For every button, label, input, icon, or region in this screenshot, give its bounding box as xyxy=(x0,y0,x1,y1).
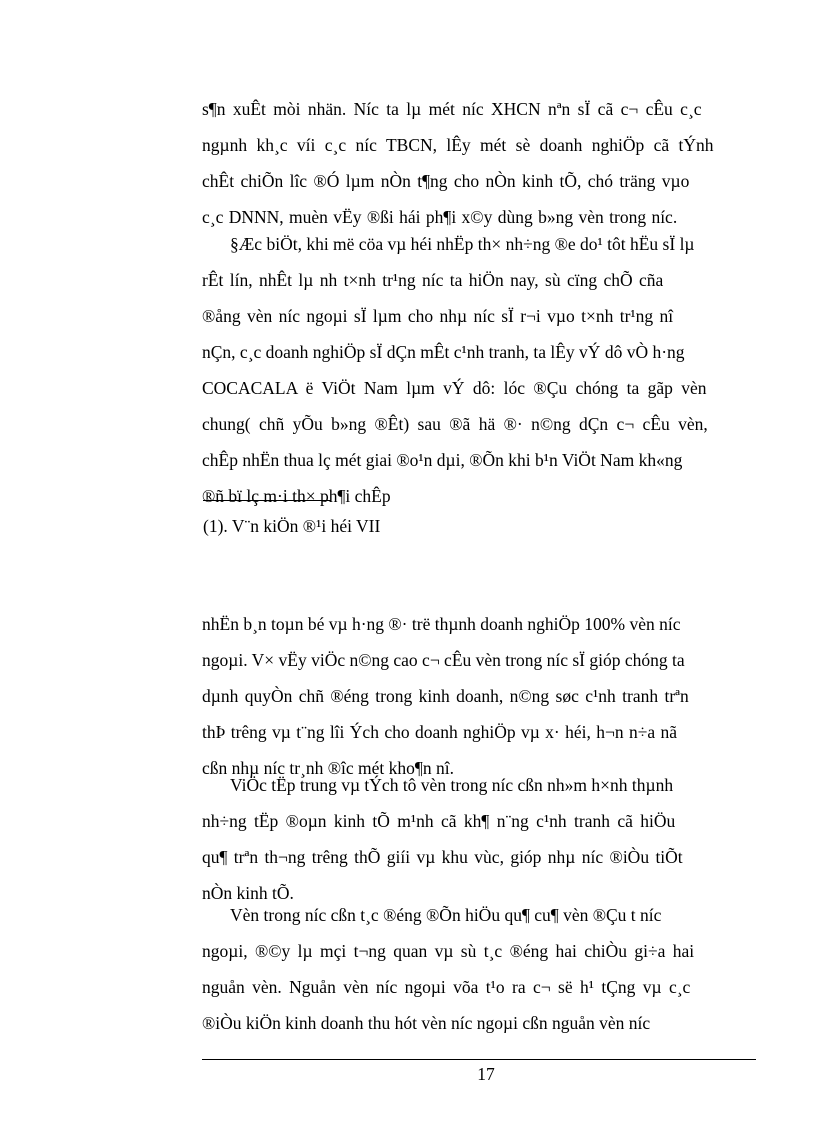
text-line: cßn nhµ níc tr¸nh ®îc mét kho¶n nî. xyxy=(202,758,454,778)
text-line: chung( chñ yÕu b»ng ®Êt) sau ®ã hä ®· n©ng dÇn c¬ cÊu vèn, xyxy=(202,414,708,434)
text-line: nguån vèn. Nguån vèn níc ngoµi võa t¹o ra c¬ së h¹ tÇng vµ c¸c xyxy=(202,977,691,997)
footnote-separator xyxy=(203,500,331,501)
text-line: ®ñ bï lç m·i th× ph¶i chÊp xyxy=(202,486,391,506)
text-line: thÞ trêng vµ t¨ng lîi Ých cho doanh nghiÖp vµ x· héi, h¬n n÷a nã xyxy=(202,722,678,742)
text-line: chÊt chiÕn lîc ®Ó lµm nÒn t¶ng cho nÒn kinh tÕ, chó träng vµo xyxy=(202,171,690,191)
text-line: ngµnh kh¸c víi c¸c níc TBCN, lÊy mét sè doanh nghiÖp cã tÝnh xyxy=(202,135,714,155)
text-line: Vèn trong níc cßn t¸c ®éng ®Õn hiÖu qu¶ cu¶ vèn ®Çu t níc xyxy=(230,905,662,925)
text-line: COCACALA ë ViÖt Nam lµm vÝ dô: lóc ®Çu chóng ta gãp vèn xyxy=(202,378,707,398)
page-number: 17 xyxy=(477,1064,495,1084)
paragraph-5 xyxy=(202,897,748,1041)
text-line: nhËn b¸n toµn bé vµ h·ng ®· trë thµnh doanh nghiÖp 100% vèn níc xyxy=(202,614,681,634)
text-line: qu¶ trªn th¬ng trêng thÕ giíi vµ khu vùc, gióp nhµ níc ®iÒu tiÕt xyxy=(202,847,683,867)
paragraph-3 xyxy=(202,606,748,786)
footnote: (1). V¨n kiÖn ®¹i héi VII xyxy=(203,516,381,536)
text-line: ngoµi, ®©y lµ mçi t¬ng quan vµ sù t¸c ®éng hai chiÒu gi÷a hai xyxy=(202,941,695,961)
text-line: nh÷ng tËp ®oµn kinh tÕ m¹nh cã kh¶ n¨ng c¹nh tranh cã hiÖu xyxy=(202,811,676,831)
text-line: nÇn, c¸c doanh nghiÖp sÏ dÇn mÊt c¹nh tranh, ta lÊy vÝ dô vÒ h·ng xyxy=(202,342,685,362)
text-line: chÊp nhËn thua lç mét giai ®o¹n dµi, ®Õn khi b¹n ViÖt Nam kh«ng xyxy=(202,450,683,470)
text-line: dµnh quyÒn chñ ®éng trong kinh doanh, n©ng søc c¹nh tranh trªn xyxy=(202,686,689,706)
text-line: nÒn kinh tÕ. xyxy=(202,883,294,903)
text-line: ngoµi. V× vËy viÖc n©ng cao c¬ cÊu vèn trong níc sÏ gióp chóng ta xyxy=(202,650,685,670)
text-line: s¶n xuÊt mòi nhän. Níc ta lµ mét níc XHCN nªn sÏ cã c¬ cÊu c¸c xyxy=(202,99,702,119)
text-line: ®iÒu kiÖn kinh doanh thu hót vèn níc ngoµi cßn nguån vèn níc xyxy=(202,1013,651,1033)
text-line: rÊt lín, nhÊt lµ nh t×nh tr¹ng níc ta hiÖn nay, sù cïng chÕ cña xyxy=(202,270,664,290)
paragraph-1 xyxy=(202,91,748,235)
text-line: ®ång vèn níc ngoµi sÏ lµm cho nhµ níc sÏ r¬i vµo t×nh tr¹ng nî xyxy=(202,306,674,326)
text-line: ViÖc tËp trung vµ tÝch tô vèn trong níc cßn nh»m h×nh thµnh xyxy=(230,775,674,795)
footer-rule xyxy=(202,1059,756,1060)
paragraph-2 xyxy=(202,226,748,514)
text-line: §Æc biÖt, khi më cöa vµ héi nhËp th× nh÷ng ®e do¹ tôt hËu sÏ lµ xyxy=(230,234,695,254)
paragraph-4 xyxy=(202,767,748,911)
text-line: c¸c DNNN, muèn vËy ®ßi hái ph¶i x©y dùng b»ng vèn trong níc. xyxy=(202,207,678,227)
